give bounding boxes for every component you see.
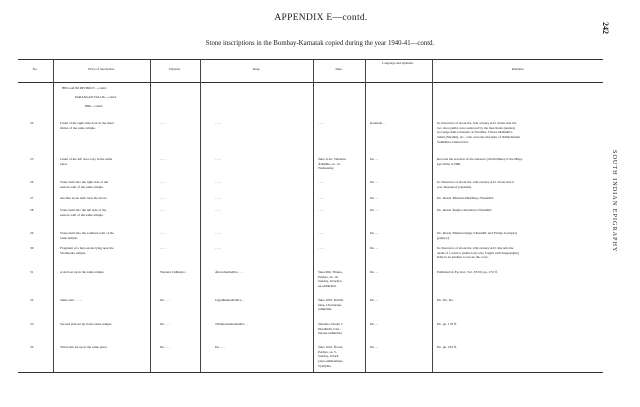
row-number-line: 32: [30, 298, 34, 302]
remarks-cell-line: Do. Reads 'Makaraveṭṭige-Vēsuddhi' and 'Pittiga Gavu[ḍa]: [437, 231, 517, 235]
king-cell: [215, 231, 221, 236]
place-of-inscription-line: shrine of the same temple.: [60, 125, 96, 130]
remarks-cell: [437, 231, 517, 240]
row-number-line: 28: [30, 208, 34, 212]
date-cell-line: Śaka 1142, Vikrama,: [318, 157, 347, 161]
date-cell-line: ṇa-saṁkrānti.: [318, 284, 337, 289]
place-of-inscription: [60, 246, 114, 255]
language-cell: [370, 208, 378, 213]
dynasty-cell-line: . . . .: [160, 196, 166, 200]
dynasty-cell-line: . . . .: [160, 157, 166, 161]
col-header-king: King.: [252, 67, 261, 71]
col-header-place: Place of inscription.: [88, 67, 115, 71]
king-cell: [215, 121, 221, 126]
dynasty-cell: [160, 345, 170, 350]
date-cell-line: Wednesday.: [318, 166, 335, 171]
row-number-line: 27: [30, 196, 34, 200]
remarks-cell: [437, 345, 457, 350]
dynasty-cell-line: Do. . . .: [160, 322, 171, 326]
remarks-cell-line: two door-jambs were endowed by the merchants (nadara): [437, 125, 515, 130]
remarks-cell: [437, 322, 457, 327]
place-of-inscription-line: Same slab . . . . .: [60, 298, 83, 302]
date-cell-line: Vyatīpāta.: [318, 363, 332, 368]
row-number: [30, 246, 33, 251]
king-cell-line: Jagadēkamalladēva . .: [215, 298, 245, 302]
remarks-cell-line: death of a warrior (name lost) who fought with Kuppaḷa[ku]: [437, 250, 519, 255]
place-of-inscription-line: Stone built into the left side of the: [60, 208, 107, 212]
date-cell-line: hana, Uttarāyaṇa-: [318, 302, 343, 307]
table-bottom-rule: [18, 372, 603, 373]
remarks-cell: [437, 121, 520, 144]
language-cell-line: Do. . .: [370, 157, 379, 161]
king-cell-line: . . . .: [215, 157, 221, 161]
page-subtitle: Stone inscriptions in the Bombay-Karnatak copied during the year 1940-41—contd.: [205, 40, 435, 47]
col-divider: [200, 59, 201, 372]
king-cell: [215, 298, 245, 303]
language-cell: [370, 180, 378, 185]
dynasty-cell-line: . . . .: [160, 231, 166, 235]
col-header-date: Date.: [335, 67, 343, 71]
place-of-inscription: [60, 322, 112, 327]
page-title: APPENDIX E—contd.: [274, 13, 368, 23]
remarks-cell: [437, 208, 492, 213]
row-number-line: 31: [30, 270, 34, 274]
place-of-inscription-line: Virabhadra temple.: [60, 250, 86, 255]
remarks-cell-line: was 'measured' (aḷedudu).: [437, 184, 473, 189]
row-number: [30, 322, 33, 327]
remarks-cell-line: [paḷḷiye]'.: [437, 235, 450, 240]
language-cell: [370, 270, 378, 275]
king-cell: [215, 345, 225, 350]
place-of-inscription-line: place.: [60, 161, 68, 166]
date-cell-line: Pushya, su. 5,: [318, 349, 337, 354]
dynasty-cell-line: . . . .: [160, 246, 166, 250]
place-of-inscription-line: Another stone built near the above: [60, 196, 107, 200]
col-divider: [313, 59, 314, 372]
remarks-cell-line: Do. Do. Do.: [437, 298, 454, 302]
col-divider: [53, 59, 54, 372]
row-number-line: 30: [30, 246, 34, 250]
place-of-inscription: [60, 180, 108, 189]
place-of-inscription-line: Second slab set up in the same temple: [60, 322, 112, 326]
row-number: [30, 208, 33, 213]
language-cell: [370, 196, 378, 201]
king-cell-line: . . . .: [215, 231, 221, 235]
dynasty-cell-line: . . . .: [160, 180, 166, 184]
date-cell-line: . . . .: [318, 121, 324, 125]
language-cell-line: Do. . .: [370, 345, 379, 349]
dynasty-cell-line: . . . .: [160, 121, 166, 125]
language-cell: [370, 298, 378, 303]
place-of-inscription-line: Lintel of the left door-way in the same: [60, 157, 113, 161]
king-cell: [215, 180, 221, 185]
date-cell-line: . . . .: [318, 246, 324, 250]
date-cell-line: Vikrama-Varsha 7,: [318, 322, 344, 326]
date-cell: [318, 121, 324, 126]
king-cell: [215, 157, 221, 162]
remarks-cell-line: Do. Reads 'Pāturasa-Huddhoja-Vēsuddhi'.: [437, 196, 495, 200]
date-cell-line: Sunday, Uttarāya-: [318, 279, 343, 284]
date-cell: [318, 270, 342, 289]
king-cell: [215, 208, 221, 213]
language-cell-line: Do. . .: [370, 322, 379, 326]
language-cell-line: Kannada . .: [370, 121, 386, 125]
language-cell-line: Do. . .: [370, 270, 379, 274]
col-divider: [365, 59, 366, 372]
king-cell-line: . . . .: [215, 180, 221, 184]
language-cell: [370, 121, 385, 126]
row-number: [30, 196, 33, 201]
remarks-cell-line: In characters of about the 12th century A.D. Records the: [437, 246, 514, 250]
date-cell-line: . . . .: [318, 180, 324, 184]
place-of-inscription-line: Stone built into the southern wall of the: [60, 231, 114, 235]
language-cell-line: Do. . .: [370, 196, 379, 200]
date-cell-line: Āshāḍha, su. 12,: [318, 161, 341, 166]
side-title: SOUTH INDIAN EPIGRAPHY: [611, 150, 618, 253]
page-number: 242: [601, 22, 610, 34]
date-cell-line: . . . .: [318, 231, 324, 235]
remarks-cell: [437, 298, 454, 303]
date-cell-line: . . . .: [318, 208, 324, 212]
dynasty-cell: [160, 246, 166, 251]
remarks-cell: [437, 157, 523, 166]
place-of-inscription-line: Stone built into the right side of the: [60, 180, 109, 184]
remarks-cell-line: Records the erection of the entrance (dvāravāḷike) of the Mūgi-: [437, 157, 523, 161]
row-number: [30, 231, 33, 236]
remarks-cell-line: Do. pp. 182 ff.: [437, 345, 457, 349]
place-of-inscription: [60, 208, 106, 217]
dynasty-cell: [160, 298, 170, 303]
place-of-inscription-line: A slab set up in the same temple: [60, 270, 104, 274]
col-header-dynasty: Dynasty.: [169, 67, 181, 71]
remarks-cell: [437, 270, 498, 275]
dynasty-cell: [160, 208, 166, 213]
date-cell-line: Dundubhi, Utta-: [318, 326, 341, 331]
king-cell-line: Āhavamallaḍēva . . .: [215, 270, 243, 274]
col-header-language: Language and alphabet.: [382, 61, 414, 65]
king-cell: [215, 270, 243, 275]
language-cell-line: Do. . .: [370, 246, 379, 250]
place-of-inscription: [60, 298, 82, 303]
date-cell-line: . . . .: [318, 196, 324, 200]
date-cell: [318, 322, 343, 336]
date-cell-line: saṁkrānti.: [318, 307, 333, 312]
dynasty-cell: [160, 231, 166, 236]
king-cell-line: . . . .: [215, 208, 221, 212]
date-cell-line: yaṇa-saṁkramaṇa: [318, 359, 343, 364]
remarks-cell-line: kya-tīrtha at Hūli.: [437, 161, 462, 166]
remarks-cell-line: Do. pp. 178 ff.: [437, 322, 457, 326]
date-cell: [318, 196, 324, 201]
remarks-cell-line: Kāḷa in an attempt to rescue the cows.: [437, 255, 489, 260]
king-cell-line: . . . .: [215, 121, 221, 125]
date-cell-line: Pushya, su. 10,: [318, 274, 339, 279]
row-number: [30, 298, 33, 303]
col-divider: [432, 59, 433, 372]
language-cell-line: Do. . .: [370, 208, 379, 212]
remarks-cell-line: Published in Ep. Ind., Vol. XVIII, pp. 172 ff.: [437, 270, 498, 274]
col-header-no: No.: [32, 67, 38, 71]
remarks-cell-line: Siddhānta-Chakravarti.: [437, 139, 469, 144]
language-cell-line: Do. . .: [370, 231, 379, 235]
king-cell: [215, 246, 221, 251]
date-cell: [318, 298, 344, 312]
row-number: [30, 157, 33, 162]
place-of-inscription-line: Lintel of the right-side door in the inner: [60, 121, 114, 125]
row-number: [30, 121, 33, 126]
place-of-inscription: [60, 270, 104, 275]
language-cell: [370, 157, 378, 162]
place-of-inscription: [60, 157, 112, 166]
language-cell: [370, 231, 378, 236]
section-village: Hūli—contd.: [85, 104, 103, 108]
dynasty-cell: [160, 270, 187, 275]
dynasty-cell: [160, 121, 166, 126]
date-cell-line: rāyaṇa-saṁkrānti.: [318, 331, 343, 336]
table-header-rule: [18, 82, 603, 83]
place-of-inscription-line: eastern wall of the same temple.: [60, 212, 104, 217]
row-number-line: 33: [30, 322, 34, 326]
date-cell: [318, 157, 346, 171]
remarks-cell-line: Govarige Kali-Gōvunda of Navilūre. Tāvare Mahādēvi-: [437, 130, 513, 135]
king-cell: [215, 322, 248, 327]
date-cell: [318, 345, 343, 368]
king-cell: [215, 196, 221, 201]
dynasty-cell: [160, 322, 170, 327]
row-number-line: 26: [30, 180, 34, 184]
place-of-inscription: [60, 231, 114, 240]
row-number-line: 24: [30, 121, 34, 125]
section-taluk: PARASGAD TALUK—contd.: [75, 95, 117, 99]
remarks-cell: [437, 180, 514, 189]
language-cell-line: Do. . .: [370, 180, 379, 184]
date-cell-line: Śaka 1010, Īśvara,: [318, 345, 344, 349]
row-number: [30, 345, 33, 350]
dynasty-cell: [160, 157, 166, 162]
row-number-line: 25: [30, 157, 34, 161]
place-of-inscription-line: same temple.: [60, 235, 78, 240]
row-number-line: 34: [30, 345, 34, 349]
place-of-inscription-line: eastern wall of the same temple.: [60, 184, 104, 189]
king-cell-line: Do. . . .: [215, 345, 226, 349]
king-cell-line: Tribhuvanamalladēva . .: [215, 322, 248, 326]
remarks-cell: [437, 196, 494, 201]
remarks-cell-line: In characters of about the 12th century A.D. States that it: [437, 180, 515, 184]
place-of-inscription: [60, 196, 107, 201]
row-number: [30, 270, 33, 275]
remarks-cell: [437, 246, 519, 260]
king-cell-line: . . . .: [215, 196, 221, 200]
row-number-line: 29: [30, 231, 34, 235]
king-cell-line: . . . .: [215, 246, 221, 250]
dynasty-cell-line: Do. . . .: [160, 345, 171, 349]
dynasty-cell: [160, 180, 166, 185]
date-cell: [318, 208, 324, 213]
date-cell-line: Śaka 966, Tārana,: [318, 270, 343, 274]
date-cell: [318, 180, 324, 185]
remarks-cell-line: Do. Reads 'Kupita-Taramoṭṭa-Vēsuddhi'.: [437, 208, 493, 212]
remarks-cell-line: In characters of about the 11th century A.D. States that the: [437, 121, 517, 125]
date-cell: [318, 246, 324, 251]
remarks-cell-line: Sabhi [Sōtabhi], etc., who were the disciples of Nēmichandra: [437, 135, 521, 140]
row-number: [30, 180, 33, 185]
dynasty-cell-line: Do. . . .: [160, 298, 171, 302]
dynasty-cell: [160, 196, 166, 201]
date-cell-line: Śaka 1067, Krōdh-: [318, 298, 344, 302]
language-cell-line: Do. . .: [370, 298, 379, 302]
place-of-inscription-line: Fragment of a hero-stone lying near the: [60, 246, 114, 250]
place-of-inscription: [60, 345, 107, 350]
place-of-inscription: [60, 121, 114, 130]
date-cell-line: Sunday, Uttarā-: [318, 354, 340, 359]
language-cell: [370, 345, 378, 350]
dynasty-cell-line: . . . .: [160, 208, 166, 212]
col-divider: [150, 59, 151, 372]
language-cell: [370, 322, 378, 327]
language-cell: [370, 246, 378, 251]
section-district: BELGAUM DISTRICT—contd.: [62, 86, 107, 90]
col-header-remarks: Remarks.: [511, 67, 525, 71]
table-top-rule: [18, 59, 603, 60]
place-of-inscription-line: Third slab set up in the same place: [60, 345, 107, 349]
dynasty-cell-line: Western Chāḷukya .: [160, 270, 187, 274]
date-cell: [318, 231, 324, 236]
